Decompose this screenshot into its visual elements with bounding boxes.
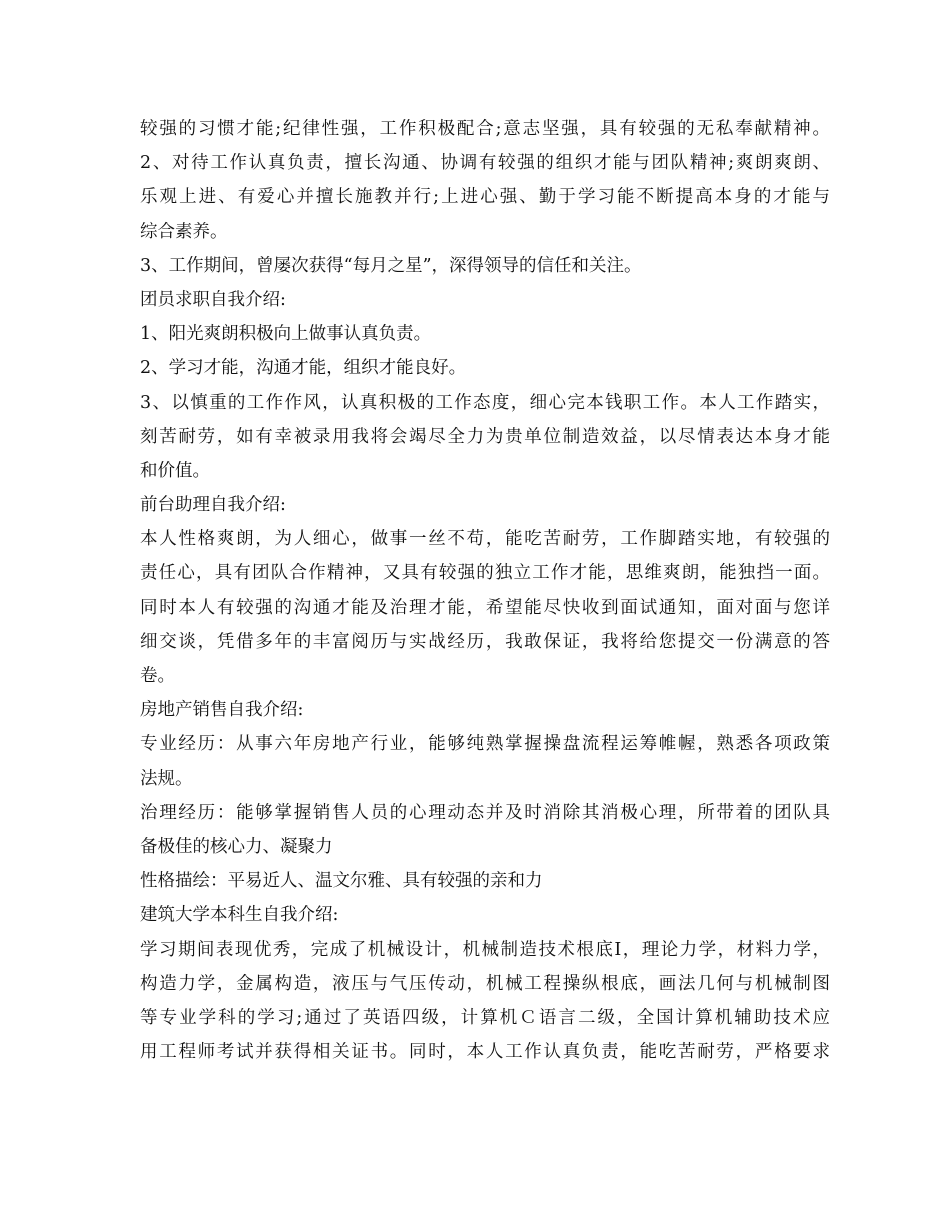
text-line: 3、工作期间，曾屡次获得“每月之星”，深得领导的信任和关注。 [140,255,642,276]
text-line: 刻苦耐劳，如有幸被录用我将会竭尽全力为贵单位制造效益，以尽情表达本身才能 [140,426,830,447]
text-line: 3、以慎重的工作作风，认真积极的工作态度，细心完本钱职工作。本人工作踏实， [140,392,830,413]
text-line: 同时本人有较强的沟通才能及治理才能，希望能尽快收到面试通知，面对面与您详 [140,597,830,618]
text-line: 学习期间表现优秀，完成了机械设计，机械制造技术根底Ⅰ，理论力学，材料力学， [140,939,830,960]
text-line: 性格描绘：平易近人、温文尔雅、具有较强的亲和力 [140,871,543,892]
text-line: 备极佳的核心力、凝聚力 [140,836,333,857]
document-body [140,112,830,1069]
text-line: 构造力学，金属构造，液压与气压传动，机械工程操纵根底，画法几何与机械制图 [140,973,830,994]
section-heading: 房地产销售自我介绍: [140,700,304,721]
text-line: 1、阳光爽朗积极向上做事认真负责。 [140,324,432,345]
text-line: 较强的习惯才能;纪律性强，工作积极配合;意志坚强，具有较强的无私奉献精神。 [140,119,830,139]
section-heading: 团员求职自我介绍: [140,289,286,310]
text-line: 乐观上进、有爱心并擅长施教并行;上进心强、勤于学习能不断提高本身的才能与 [140,187,830,208]
section-heading: 前台助理自我介绍: [140,495,286,516]
text-line: 本人性格爽朗，为人细心，做事一丝不苟，能吃苦耐劳，工作脚踏实地，有较强的 [140,529,830,550]
text-line: 综合素养。 [140,221,228,242]
text-line: 责任心，具有团队合作精神，又具有较强的独立工作才能，思维爽朗，能独挡一面。 [140,563,830,584]
text-line: 用工程师考试并获得相关证书。同时，本人工作认真负责，能吃苦耐劳，严格要求 [140,1042,830,1063]
text-line: 法规。 [140,768,193,789]
text-line: 细交谈，凭借多年的丰富阅历与实战经历，我敢保证，我将给您提交一份满意的答 [140,631,830,652]
text-line: 卷。 [140,666,175,686]
text-line: 2、学习才能，沟通才能，组织才能良好。 [140,358,467,379]
section-heading: 建筑大学本科生自我介绍: [140,905,339,926]
text-line: 和价值。 [140,460,210,481]
text-line: 等专业学科的学习;通过了英语四级，计算机Ｃ语言二级，全国计算机辅助技术应 [140,1007,830,1028]
text-line: 治理经历：能够掌握销售人员的心理动态并及时消除其消极心理，所带着的团队具 [140,802,830,823]
text-line: 2、对待工作认真负责，擅长沟通、协调有较强的组织才能与团队精神;爽朗爽朗、 [140,153,830,174]
text-line: 专业经历：从事六年房地产行业，能够纯熟掌握操盘流程运筹帷幄，熟悉各项政策 [140,734,830,755]
